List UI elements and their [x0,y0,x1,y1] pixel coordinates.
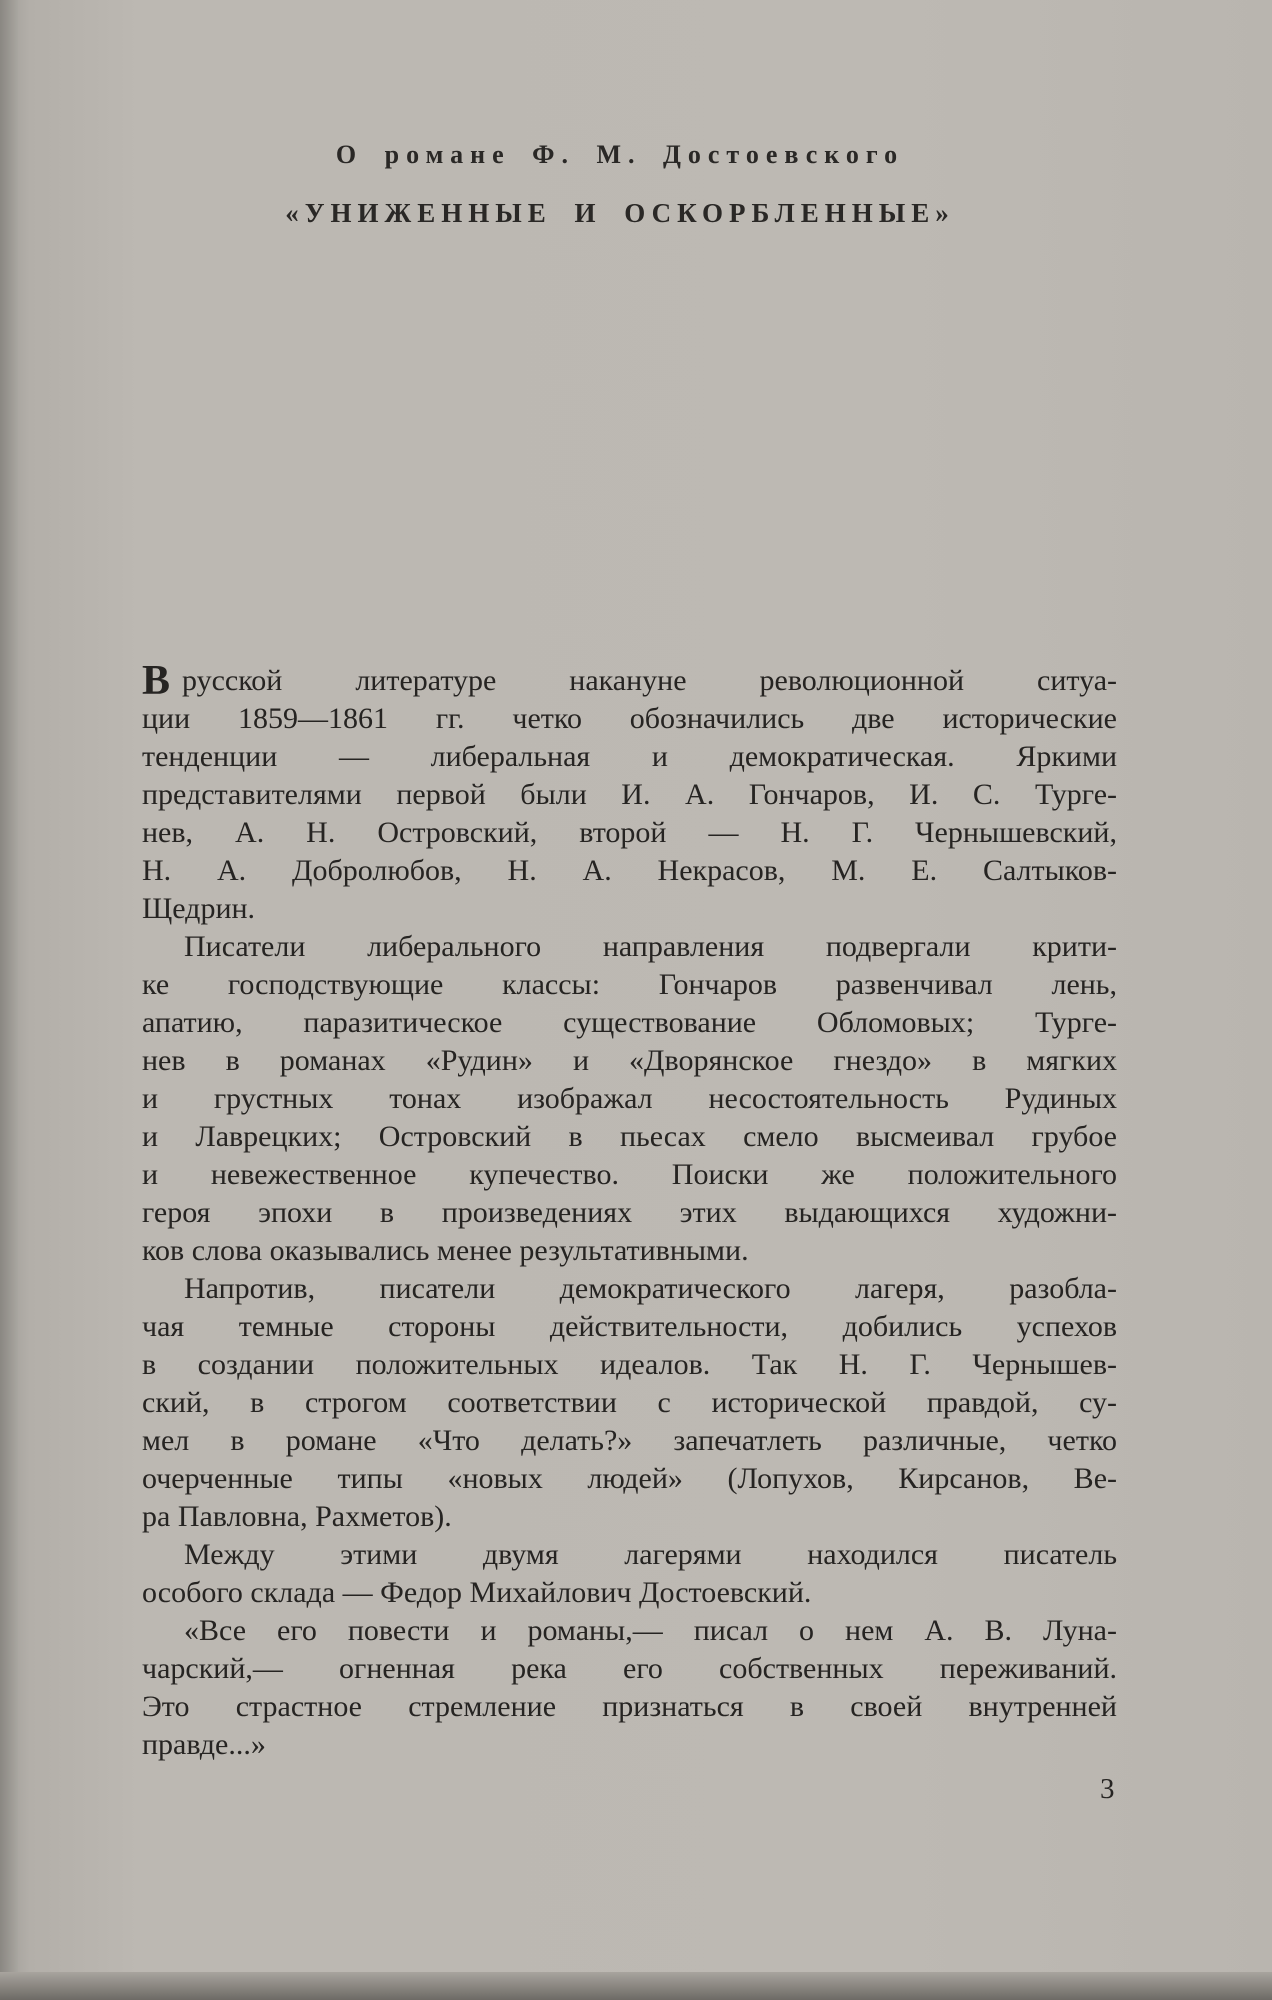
text-line-content: Напротив, писатели демократического лагеря, разобла- [184,1272,1117,1305]
text-line-wrapper [184,1612,1117,1650]
text-line-wrapper [142,814,1117,852]
text-line-wrapper [142,1650,1117,1688]
text-line [142,966,1117,1004]
text-line-content: Щедрин. [142,892,256,925]
text-line-wrapper [142,1080,1117,1118]
text-line [142,1498,1117,1536]
paragraph [142,1270,1117,1536]
text-line [142,1346,1117,1384]
body-text [142,658,1117,1764]
text-line-content: нев, А. Н. Островский, второй — Н. Г. Чернышевский, [142,816,1117,849]
page-gutter-edge [0,0,18,2000]
text-line-content: «Все его повести и романы,— писал о нем А. В. Луна- [184,1614,1117,1647]
chapter-title-line-2: «УНИЖЕННЫЕ И ОСКОРБЛЕННЫЕ» [285,198,955,228]
text-line-wrapper [142,1042,1117,1080]
text-line-content: героя эпохи в произведениях этих выдающихся художни- [142,1196,1117,1229]
text-line [142,1384,1117,1422]
text-line-content: чая темные стороны действительности, добились успехов [142,1310,1117,1343]
text-line-wrapper [142,1118,1117,1156]
text-line [142,1422,1117,1460]
text-line-wrapper [142,658,1117,704]
text-line-content: мел в романе «Что делать?» запечатлеть различные, четко [142,1424,1117,1457]
text-line [142,1080,1117,1118]
text-line [142,1156,1117,1194]
text-line [142,658,1117,704]
text-line [142,1536,1117,1574]
text-line-wrapper [142,1308,1117,1346]
text-line-content: ке господствующие классы: Гончаров развенчивал лень, [142,968,1117,1001]
text-line [142,1688,1117,1726]
text-line-content: Между этими двумя лагерями находился писатель [184,1538,1117,1571]
text-line [142,1612,1117,1650]
text-line-content: особого склада — Федор Михайлович Достоевский. [142,1576,812,1609]
text-line-content: ра Павловна, Рахметов). [142,1500,452,1533]
text-line-content: Н. А. Добролюбов, Н. А. Некрасов, М. Е. Салтыков- [142,854,1117,887]
text-line-wrapper [142,1194,1117,1232]
text-line [142,1270,1117,1308]
text-line-wrapper [142,1384,1117,1422]
text-line-wrapper [142,1574,811,1612]
text-line [142,1004,1117,1042]
text-line-content: русской литературе накануне революционной ситуа- [182,664,1117,697]
text-line-wrapper [142,1460,1117,1498]
text-line-content: нев в романах «Рудин» и «Дворянское гнездо» в мягких [142,1044,1117,1077]
text-line-wrapper [184,1536,1117,1574]
text-line-content: апатию, паразитическое существование Обломовых; Турге- [142,1006,1117,1039]
text-line [142,776,1117,814]
text-line [142,738,1117,776]
text-line-wrapper [142,1688,1117,1726]
text-line-content: и невежественное купечество. Поиски же положительного [142,1158,1117,1191]
text-line-content: ции 1859—1861 гг. четко обозначились две исторические [142,702,1117,735]
text-line [142,928,1117,966]
text-line-wrapper [142,738,1117,776]
text-line-wrapper [142,1346,1117,1384]
text-line-content: представителями первой были И. А. Гончаров, И. С. Турге- [142,778,1117,811]
text-line-content: ский, в строгом соответствии с исторической правдой, су- [142,1386,1117,1419]
text-line [142,1194,1117,1232]
text-line-wrapper [184,928,1117,966]
text-line-content: чарский,— огненная река его собственных переживаний. [142,1652,1117,1685]
text-line [142,1308,1117,1346]
text-line-content: тенденции — либеральная и демократическая. Яркими [142,740,1117,773]
text-line-content: ков слова оказывались менее результативными. [142,1234,749,1267]
page-number: 3 [1100,1773,1115,1805]
text-line [142,1726,1117,1764]
chapter-title-line-1: О романе Ф. М. Достоевского [335,140,905,169]
text-line-wrapper [184,1270,1117,1308]
text-line-wrapper [142,1498,452,1536]
text-line [142,890,1117,928]
text-line-content: Писатели либерального направления подвергали крити- [184,930,1117,963]
text-line [142,1118,1117,1156]
text-line-wrapper [142,1422,1117,1460]
text-line [142,1650,1117,1688]
drop-cap: В [142,658,171,704]
text-line-content: Это страстное стремление признаться в своей внутренней [142,1690,1117,1723]
text-line-content: очерченные типы «новых людей» (Лопухов, Кирсанов, Ве- [142,1462,1117,1495]
text-line [142,700,1117,738]
text-line [142,1042,1117,1080]
text-line [142,1574,1117,1612]
paragraph [142,1612,1117,1764]
text-line-content: в создании положительных идеалов. Так Н. Г. Чернышев- [142,1348,1117,1381]
paragraph [142,1536,1117,1612]
text-line [142,1460,1117,1498]
text-line-wrapper [142,852,1117,890]
text-line-content: и Лаврецких; Островский в пьесах смело высмеивал грубое [142,1120,1117,1153]
text-line [142,1232,1117,1270]
paragraph [142,658,1117,928]
text-line [142,852,1117,890]
paragraph [142,928,1117,1270]
text-line-wrapper [142,776,1117,814]
text-line-wrapper [142,700,1117,738]
page-bottom-edge [0,1972,1272,2000]
text-line-content: и грустных тонах изображал несостоятельность Рудиных [142,1082,1117,1115]
text-line-wrapper [142,1156,1117,1194]
text-line-wrapper [142,1004,1117,1042]
text-line [142,814,1117,852]
text-line-wrapper [142,1726,266,1764]
text-line-content: правде...» [142,1728,266,1761]
text-line-wrapper [142,966,1117,1004]
text-line-wrapper [142,1232,749,1270]
text-line-wrapper [142,890,255,928]
